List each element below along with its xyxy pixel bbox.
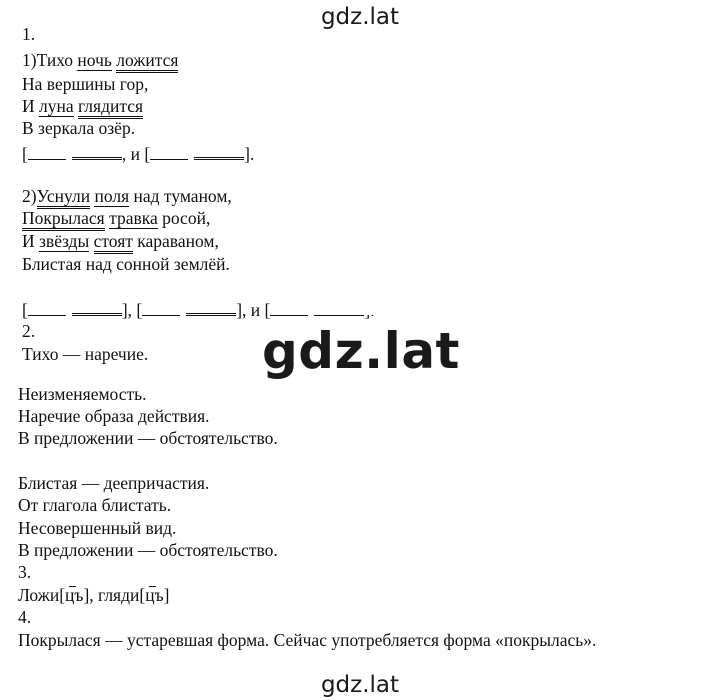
subject-underline: травка	[109, 208, 158, 228]
task1-number: 1.	[22, 24, 36, 44]
task4-number: 4.	[18, 607, 32, 627]
prop2-line: Несовершенный вид.	[18, 518, 177, 538]
poem2-line4: Блистая над сонной землёй.	[22, 254, 230, 274]
task4-text: Покрылася — устаревшая форма. Сейчас употребляется форма «покрылась».	[18, 630, 597, 650]
prop2-line: От глагола блистать.	[18, 495, 172, 515]
soft-mark: ц	[145, 585, 155, 605]
poem1-line2: На вершины гор,	[22, 74, 149, 94]
subject-underline: ночь	[77, 50, 112, 70]
prop1-line: В предложении — обстоятельство.	[18, 428, 278, 448]
predicate-underline: глядится	[78, 96, 143, 119]
subject-underline: луна	[39, 96, 74, 116]
task3-number: 3.	[18, 562, 32, 582]
watermark-middle: gdz.lat	[262, 322, 460, 380]
predicate-underline: Покрылася	[22, 208, 105, 231]
poem2-line3: И звёзды стоят караваном,	[22, 231, 219, 251]
task2-number: 2.	[22, 321, 36, 341]
poem2-scheme: [ ], [ ], и [	[22, 299, 375, 320]
poem1-line1: 1)Тихо ночь ложится	[22, 50, 178, 70]
poem1-line4: В зеркала озёр.	[22, 118, 136, 138]
poem1-line3: И луна глядится	[22, 96, 143, 116]
soft-mark: ц	[65, 585, 75, 605]
prop1-line: Наречие образа действия.	[18, 406, 210, 426]
predicate-underline: Уснули	[37, 186, 91, 209]
watermark-top: gdz.lat	[320, 4, 400, 30]
watermark-bottom: gdz.lat	[320, 672, 400, 698]
subject-underline: звёзды	[39, 231, 90, 251]
poem2-line1: 2)Уснули поля над туманом,	[22, 186, 232, 206]
task2-word1: Тихо — наречие.	[22, 344, 149, 364]
prop1-line: Неизменяемость.	[18, 384, 147, 404]
poem2-line2: Покрылася травка росой,	[22, 208, 210, 228]
poem1-scheme: [ , и [ ].	[22, 144, 255, 164]
predicate-underline: ложится	[116, 50, 178, 73]
task3-text: Ложи[цъ], гляди[цъ]	[18, 585, 170, 605]
prop2-line: Блистая — деепричастия.	[18, 473, 210, 493]
subject-underline: поля	[94, 186, 130, 206]
prop2-line: В предложении — обстоятельство.	[18, 540, 278, 560]
scheme-overlap-mask	[278, 301, 378, 315]
predicate-underline: стоят	[94, 231, 133, 254]
